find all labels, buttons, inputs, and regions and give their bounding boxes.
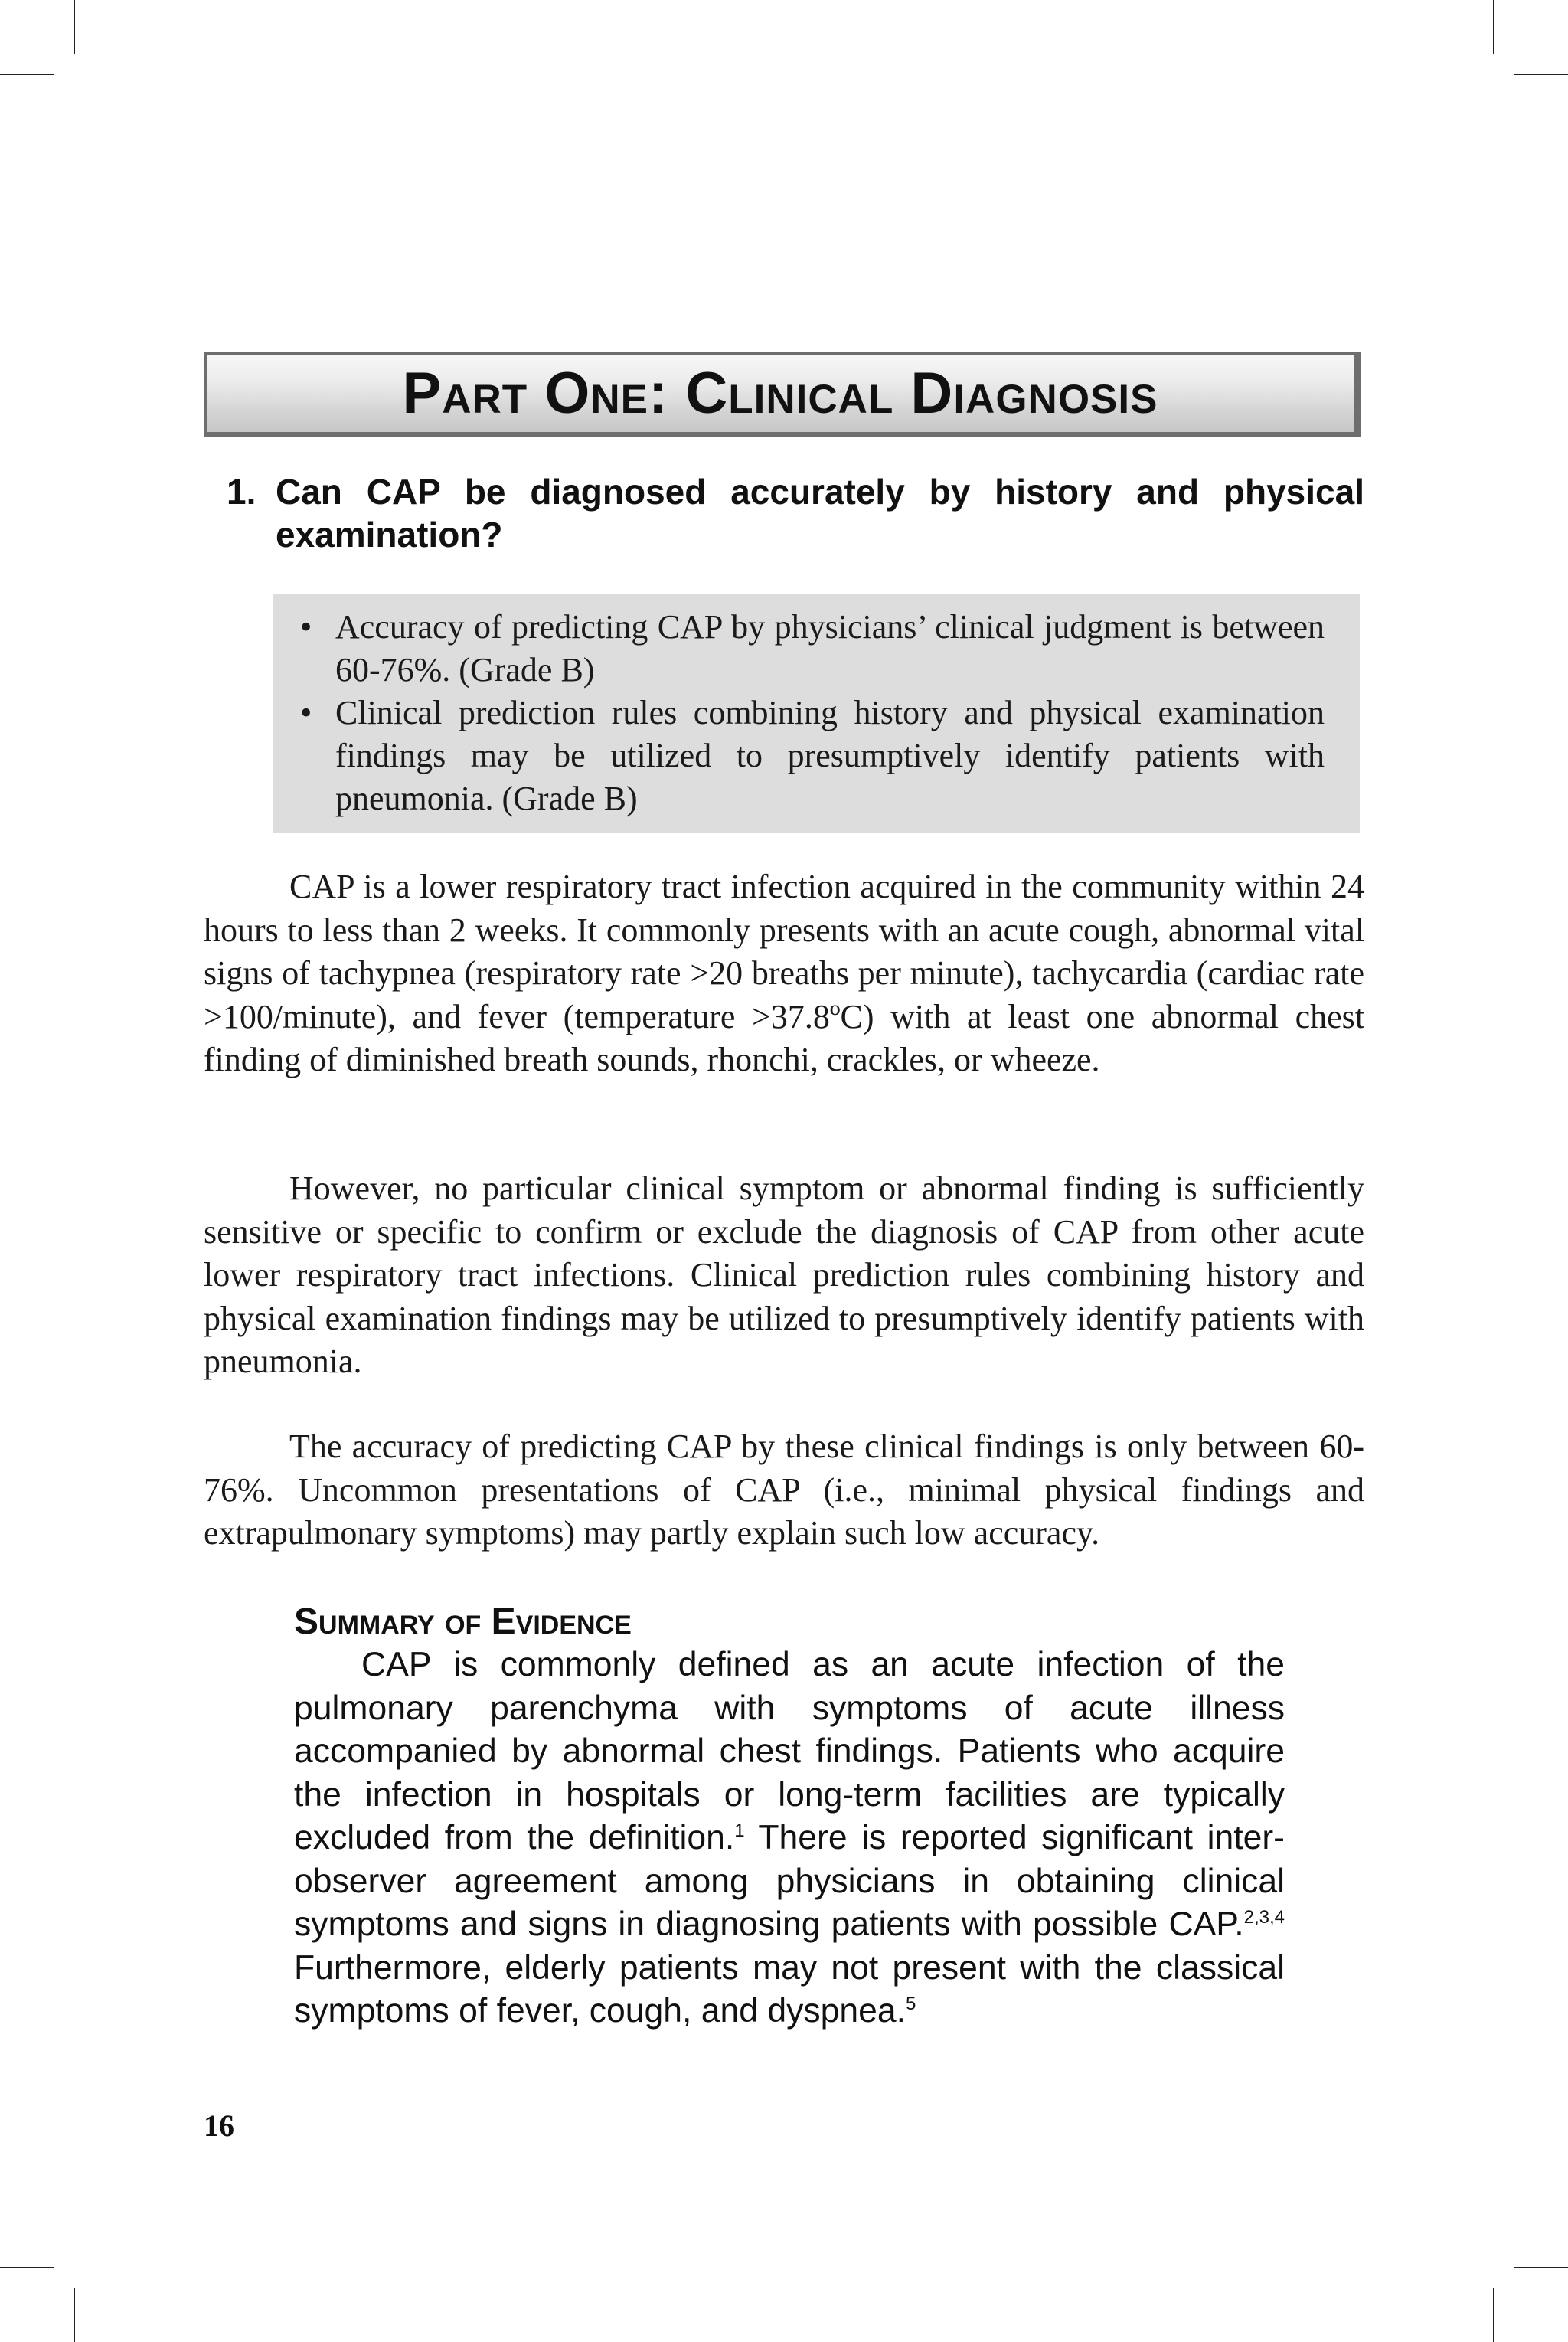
question-heading [227, 470, 1364, 556]
crop-mark [1514, 2267, 1568, 2268]
crop-mark [1514, 74, 1568, 75]
recommendation-text: Accuracy of predicting CAP by physicians’ clinical judgment is between 60-76%. (Grade B) [335, 608, 1325, 689]
section-header-box [204, 352, 1361, 437]
crop-mark [0, 74, 54, 75]
citation: 5 [905, 1994, 916, 2015]
recommendation-text: Clinical prediction rules combining history and physical examination findings may be utilized to presumptively identify patients with pneumonia. (Grade B) [335, 694, 1325, 817]
page-number: 16 [204, 2108, 234, 2143]
summary-text: CAP is commonly defined as an acute infection of the pulmonary parenchyma with symptoms of acute illness accompanied by abnormal chest findings. Patients who acquire the infection in hospitals or long-term facilities are typically excluded from the definition. [294, 1646, 1285, 1856]
bullet: • [300, 694, 312, 731]
summary-text: Furthermore, elderly patients may not present with the classical symptoms of fever, cough, and dyspnea. [294, 1948, 1285, 2030]
crop-mark [1493, 2288, 1494, 2342]
summary-heading: Summary of Evidence [294, 1601, 632, 1642]
question-text: Can CAP be diagnosed accurately by history and physical examination? [276, 472, 1364, 554]
body-paragraph: CAP is a lower respiratory tract infection acquired in the community within 24 hours to less than 2 weeks. It commonly presents with an acute cough, abnormal vital signs of tachypnea (respiratory rate >20 breaths per minute), tachycardia (cardiac rate >100/minute), and fever (temperature >37.8ºC) with at least one abnormal chest finding of diminished breath sounds, rhonchi, crackles, or wheeze. [204, 868, 1364, 1078]
section-title: Part One: Clinical Diagnosis [402, 361, 1158, 426]
summary-paragraph [294, 1644, 1285, 2033]
citation: 1 [734, 1820, 745, 1842]
recommendation-item [296, 606, 1325, 692]
question-number: 1. [227, 472, 256, 512]
summary-text: There is reported significant inter-observer agreement among physicians in obtaining clinical symptoms and signs in diagnosing patients with possible CAP. [294, 1819, 1285, 1943]
body-paragraph: However, no particular clinical symptom or abnormal finding is sufficiently sensitive or specific to confirm or exclude the diagnosis of CAP from other acute lower respiratory tract infections. Clinical prediction rules combining history and physical examination findings may be utilized to presumptively identify patients with pneumonia. [204, 1169, 1364, 1380]
recommendation-box [273, 594, 1360, 833]
crop-mark [74, 0, 75, 54]
citation: 2,3,4 [1243, 1907, 1285, 1928]
crop-mark [74, 2288, 75, 2342]
body-paragraph: The accuracy of predicting CAP by these clinical findings is only between 60-76%. Uncommon presentations of CAP (i.e., minimal physical findings and extrapulmonary symptoms) may partly explain such low accuracy. [204, 1428, 1364, 1552]
crop-mark [0, 2267, 54, 2268]
crop-mark [1493, 0, 1494, 54]
bullet: • [300, 608, 312, 646]
recommendation-item [296, 692, 1325, 820]
